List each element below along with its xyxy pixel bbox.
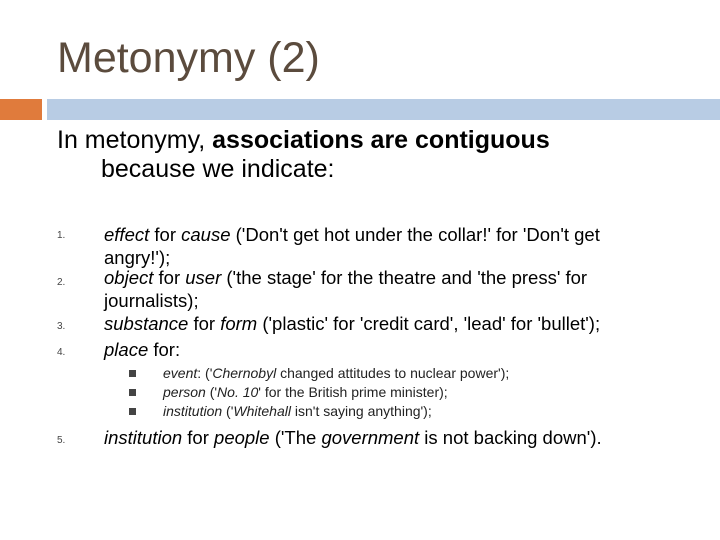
text: for — [149, 224, 182, 245]
text: changed attitudes to nuclear power'); — [276, 365, 510, 381]
list-item — [104, 426, 602, 449]
text: for — [188, 313, 221, 334]
text: (' — [222, 403, 234, 419]
list-number: 1. — [57, 230, 66, 241]
text: ('plastic' for 'credit card', 'lead' for 'bullet'); — [257, 313, 601, 334]
sub-list-item — [163, 384, 448, 401]
intro-bold: associations are contiguous — [212, 126, 550, 154]
term: institution — [163, 403, 223, 419]
accent-bar-blue — [47, 99, 720, 120]
term: effect — [104, 224, 150, 245]
text: isn't saying anything'); — [290, 403, 432, 419]
text: for — [182, 427, 215, 448]
term: substance — [104, 313, 189, 334]
list-number: 2. — [57, 277, 66, 288]
list-number: 3. — [57, 321, 66, 332]
sub-bullet-icon — [129, 389, 136, 396]
list-number: 4. — [57, 347, 66, 358]
term: people — [214, 427, 270, 448]
text: ('the stage' for the theatre and 'the press' for — [221, 267, 588, 288]
sub-list-item — [163, 403, 432, 420]
text: (' — [205, 384, 218, 400]
term: institution — [104, 427, 183, 448]
text: journalists); — [104, 290, 199, 311]
text: ('The — [269, 427, 322, 448]
text: : (' — [197, 365, 213, 381]
term: government — [321, 427, 420, 448]
term: form — [220, 313, 258, 334]
text: ' for the British prime minister); — [258, 384, 448, 400]
slide-title: Metonymy (2) — [57, 34, 320, 82]
intro-text — [57, 126, 550, 184]
term: Whitehall — [233, 403, 291, 419]
term: object — [104, 267, 154, 288]
sub-bullet-icon — [129, 408, 136, 415]
list-item — [104, 338, 664, 361]
term: user — [185, 267, 222, 288]
accent-bar-orange — [0, 99, 42, 120]
term: cause — [181, 224, 231, 245]
list-item — [104, 312, 664, 335]
text: angry!'); — [104, 247, 171, 268]
term: person — [163, 384, 206, 400]
intro-part1: In metonymy, — [57, 126, 213, 154]
list-number: 5. — [57, 435, 66, 446]
term: No. 10 — [217, 384, 259, 400]
intro-line2: because we indicate: — [101, 155, 335, 183]
text: ('Don't get hot under the collar!' for 'Don't get — [230, 224, 600, 245]
text: is not backing down'). — [419, 427, 602, 448]
list-item — [104, 223, 664, 269]
text: for: — [148, 339, 181, 360]
text: for — [153, 267, 186, 288]
term: event — [163, 365, 198, 381]
term: place — [104, 339, 149, 360]
sub-list-item — [163, 365, 509, 382]
term: Chernobyl — [212, 365, 277, 381]
list-item — [104, 266, 664, 312]
sub-bullet-icon — [129, 370, 136, 377]
